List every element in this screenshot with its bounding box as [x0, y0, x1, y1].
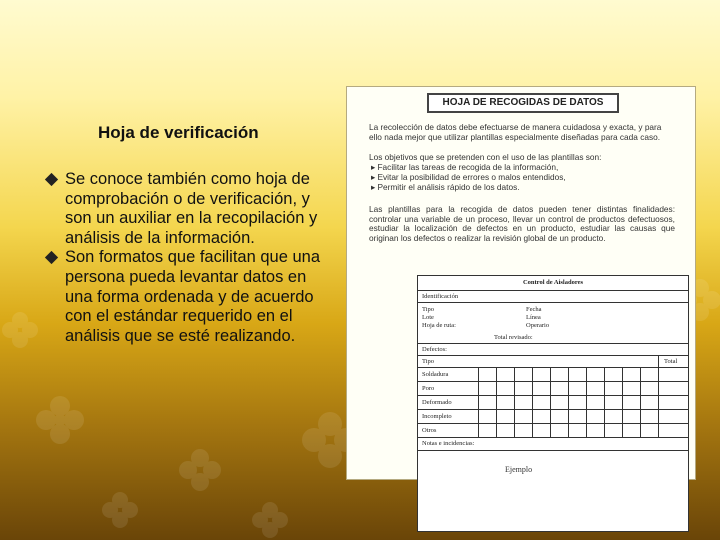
sheet-title: HOJA DE RECOGIDAS DE DATOS: [427, 93, 619, 113]
form-row-label: Incompleto: [422, 413, 452, 420]
sheet-paragraph: Las plantillas para la recogida de datos pueden tener distintas finalidades: controlar una variable de un proceso, llevar un control de productos defectuosos, estudiar la localización de defectos en un producto, estudiar las causas que originan los defectos o realizar la revisión global de un producto.: [369, 204, 675, 243]
diamond-bullet-icon: [45, 251, 58, 264]
form-label: Hoja de ruta:: [422, 322, 456, 329]
objective-text: Evitar la posibilidad de errores o malos entendidos,: [377, 172, 566, 182]
flower-icon: [252, 502, 288, 538]
sheet-caption: Ejemplo: [505, 465, 533, 474]
sheet-paragraph: Los objetivos que se pretenden con el uso de las plantillas son:: [369, 152, 602, 162]
objective-item: ▸ Facilitar las tareas de recogida de la información,: [371, 162, 559, 172]
bullet-item: [44, 248, 334, 346]
objective-text: Facilitar las tareas de recogida de la información,: [377, 162, 559, 172]
bullet-text: Son formatos que facilitan que una persona pueda levantar datos en una forma ordenada y de acuerdo con el estándar requerido en el análisis que se esté realizando.: [65, 248, 321, 345]
form-row-label: Otros: [422, 427, 437, 434]
objective-item: ▸ Permitir el análisis rápido de los datos.: [371, 182, 520, 192]
bullet-item: [44, 170, 334, 248]
form-label: Notas e incidencias:: [422, 440, 475, 447]
diamond-bullet-icon: [45, 173, 58, 186]
objective-item: ▸ Evitar la posibilidad de errores o malos entendidos,: [371, 172, 566, 182]
form-label: Lote: [422, 314, 434, 321]
control-form: [417, 275, 689, 532]
flower-icon: [36, 396, 84, 444]
form-label: Identificación: [422, 293, 459, 300]
objective-text: Permitir el análisis rápido de los datos.: [377, 182, 520, 192]
bullet-text: Se conoce también como hoja de comprobación o de verificación, y son un auxiliar en la recopilación y análisis de la información.: [65, 170, 318, 247]
form-title: Control de Aisladores: [522, 279, 584, 286]
form-label: Operario: [526, 322, 550, 329]
form-label: Defectos:: [422, 346, 447, 353]
flower-icon: [2, 312, 38, 348]
form-label: Tipo: [422, 306, 435, 313]
sheet-paragraph: La recolección de datos debe efectuarse de manera cuidadosa y exacta, y para ello nada mejor que utilizar plantillas especialmente diseñadas para cada caso.: [369, 122, 662, 142]
form-row-label: Soldadura: [422, 371, 449, 378]
form-row-label: Deformado: [422, 399, 452, 406]
form-label: Total revisado:: [494, 334, 533, 341]
data-sheet-image: [346, 86, 696, 480]
form-label: Línea: [526, 314, 541, 321]
form-label: Tipo: [422, 358, 435, 365]
flower-icon: [179, 449, 221, 491]
form-label: Total: [664, 358, 678, 365]
flower-icon: [102, 492, 138, 528]
form-row-label: Poro: [422, 385, 435, 392]
bullet-list: [44, 170, 334, 346]
form-label: Fecha: [526, 306, 542, 313]
slide-title: Hoja de verificación: [98, 123, 259, 142]
